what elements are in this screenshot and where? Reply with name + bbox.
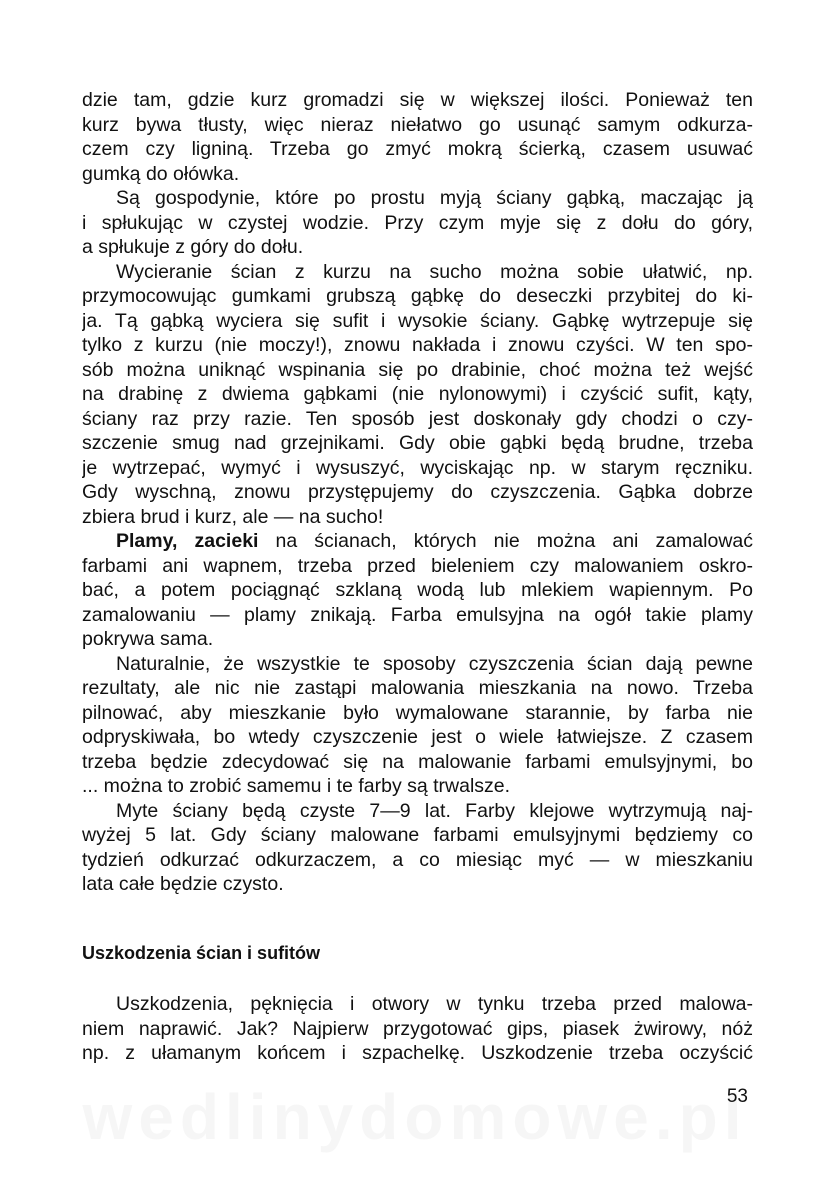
- text-line: Naturalnie, że wszystkie te sposoby czyszczenia ścian dają pewne: [116, 652, 753, 675]
- text-line: rezultaty, ale nic nie zastąpi malowania mieszkania na nowo. Trzeba: [82, 677, 753, 699]
- text-line: tydzień odkurzać odkurzaczem, a co miesiąc myć — w mieszkaniu: [82, 848, 753, 871]
- paragraph-5: [82, 652, 753, 799]
- watermark: [0, 1080, 830, 1154]
- text-line: na drabinę z dwiema gąbkami (nie nylonowymi) i czyścić sufit, kąty,: [82, 383, 753, 405]
- text-line: pilnować, aby mieszkanie było wymalowane starannie, by farba nie: [82, 701, 753, 724]
- text-line: Są gospodynie, które po prostu myją ściany gąbką, maczając ją: [116, 187, 753, 209]
- page-body: [82, 88, 753, 897]
- text-line: np. z ułamanym końcem i szpachelkę. Uszkodzenie trzeba oczyścić: [82, 1042, 753, 1064]
- paragraph-7: [82, 992, 753, 1066]
- paragraph-6: [82, 799, 753, 897]
- text-line: pokrywa sama.: [82, 628, 214, 650]
- text-run: na ścianach, których nie można ani zamalować: [258, 530, 753, 552]
- text-line: czem czy ligniną. Trzeba go zmyć mokrą ścierką, czasem usuwać: [82, 138, 753, 160]
- text-line: gumką do ołówka.: [82, 162, 240, 185]
- section-heading: Uszkodzenia ścian i sufitów: [82, 943, 321, 963]
- text-line: odpryskiwała, bo wtedy czyszczenie jest o wiele łatwiejsze. Z czasem: [82, 726, 753, 748]
- text-line: sób można uniknąć wspinania się po drabinie, choć można też wejść: [82, 358, 753, 381]
- paragraph-1: [82, 88, 753, 186]
- page-number: 53: [726, 1086, 748, 1107]
- text-line: ściany raz przy razie. Ten sposób jest doskonały gdy chodzi o czy-: [82, 407, 753, 430]
- bold-lead-term: Plamy, zacieki: [116, 530, 259, 552]
- paragraph-3: [82, 260, 753, 530]
- text-line: szczenie smug nad grzejnikami. Gdy obie gąbki będą brudne, trzeba: [82, 432, 753, 454]
- text-line: a spłukuje z góry do dołu.: [82, 236, 304, 258]
- text-line: ... można to zrobić samemu i te farby są trwalsze.: [82, 775, 511, 797]
- text-line: lata całe będzie czysto.: [82, 873, 284, 895]
- text-line: i spłukując w czystej wodzie. Przy czym myje się z dołu do góry,: [82, 211, 753, 234]
- paragraph-4: [82, 529, 753, 652]
- text-line: kurz bywa tłusty, więc nieraz niełatwo go usunąć samym odkurza-: [82, 113, 753, 136]
- text-line: tylko z kurzu (nie moczy!), znowu nakłada i znowu czyści. W ten spo-: [82, 334, 753, 356]
- text-line: Gdy wyschną, znowu przystępujemy do czyszczenia. Gąbka dobrze: [82, 481, 753, 503]
- text-line: bać, a potem pociągnąć szklaną wodą lub mlekiem wapiennym. Po: [82, 579, 753, 601]
- text-line: je wytrzepać, wymyć i wysuszyć, wyciskając np. w starym ręczniku.: [82, 456, 753, 479]
- text-line: [82, 529, 753, 554]
- text-line: trzeba będzie zdecydować się na malowanie farbami emulsyjnymi, bo: [82, 750, 753, 773]
- text-line: wyżej 5 lat. Gdy ściany malowane farbami emulsyjnymi będziemy co: [82, 824, 753, 846]
- text-line: farbami ani wapnem, trzeba przed bieleniem czy malowaniem oskro-: [82, 554, 753, 577]
- section-body: [82, 992, 753, 1066]
- paragraph-2: [82, 186, 753, 260]
- text-line: niem naprawić. Jak? Najpierw przygotować gips, piasek żwirowy, nóż: [82, 1017, 753, 1040]
- text-line: Wycieranie ścian z kurzu na sucho można sobie ułatwić, np.: [116, 260, 753, 283]
- text-line: zbiera brud i kurz, ale — na sucho!: [82, 505, 384, 528]
- text-line: Uszkodzenia, pęknięcia i otwory w tynku trzeba przed malowa-: [116, 993, 753, 1015]
- text-line: Myte ściany będą czyste 7—9 lat. Farby klejowe wytrzymują naj-: [116, 799, 753, 822]
- text-line: przymocowując gumkami grubszą gąbkę do deseczki przybitej do ki-: [82, 285, 753, 307]
- text-line: zamalowaniu — plamy znikają. Farba emulsyjna na ogół takie plamy: [82, 603, 753, 626]
- text-line: dzie tam, gdzie kurz gromadzi się w większej ilości. Ponieważ ten: [82, 89, 753, 111]
- text-line: ja. Tą gąbką wyciera się sufit i wysokie ściany. Gąbkę wytrzepuje się: [82, 309, 753, 332]
